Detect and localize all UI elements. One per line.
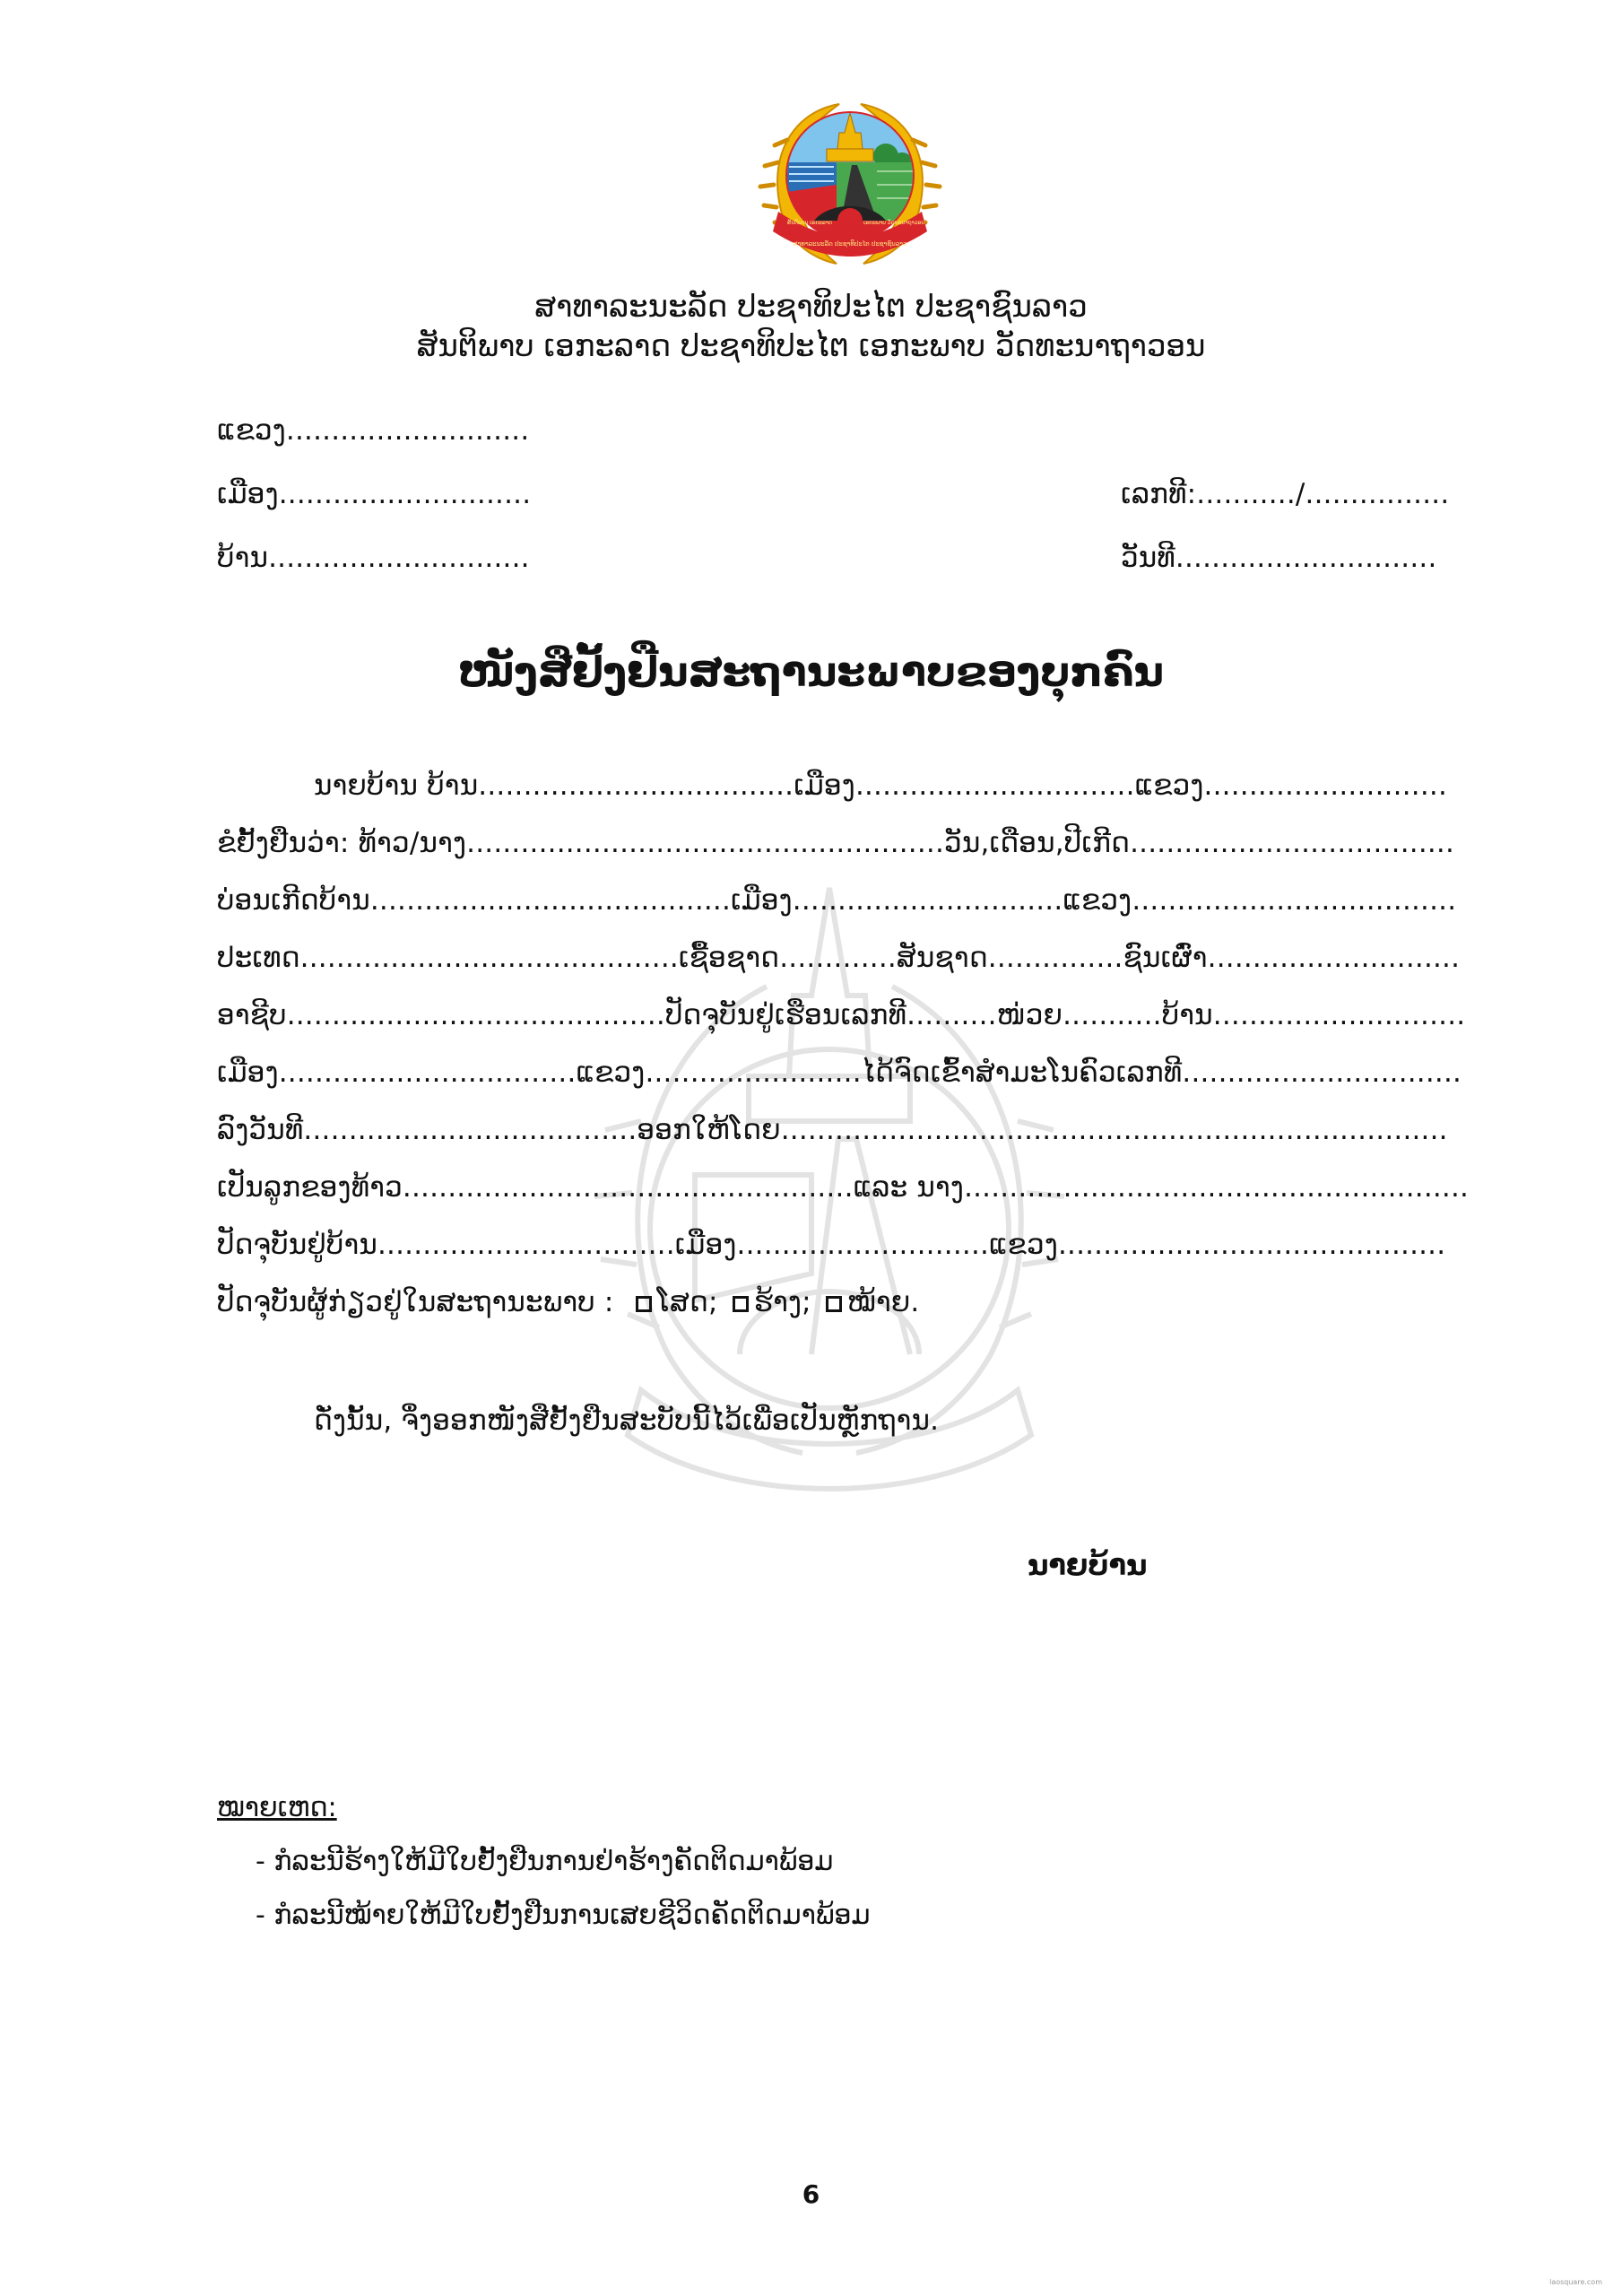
marital-status-label: ປັດຈຸບັນຜູ້ກ່ຽວຢູ່ໃນສະຖານະພາບ : — [217, 1286, 614, 1318]
country-name: ສາທາລະນະລັດ ປະຊາທິປະໄຕ ປະຊາຊົນລາວ — [534, 289, 1088, 325]
notes-heading: ໝາຍເຫດ: — [217, 1792, 337, 1823]
province-field: ແຂວງ........................... — [217, 414, 530, 447]
body-line-census-book: ເມືອງ.................................ແຂວງ........................ໄດ້ຈົດເຂົ້າສຳມະໂນຄົວເລກທີ............................... — [217, 1057, 1462, 1089]
body-line-occupation-address: ອາຊີບ..........................................ປັດຈຸບັນຢູ່ເຮືອນເລກທີ..........ໜ່ວຍ...........ບ້ານ............................ — [217, 999, 1466, 1031]
body-line-parents: ເປັນລູກຂອງທ້າວ..................................................ແລະ ນາງ........................................................ — [217, 1171, 1470, 1204]
body-line-birthplace: ບ່ອນເກີດບ້ານ........................................ເມືອງ..............................ແຂວງ.................................... — [217, 884, 1457, 917]
document-title: ໜັງສືຢັ້ງຢືນສະຖານະພາບຂອງບຸກຄົນ — [457, 648, 1165, 696]
conclusion-text: ດັ່ງນັ້ນ, ຈຶ່ງອອກໜັງສືຢັ້ງຢືນສະບັບນີ້ໄວ້ເພື່ອເປັນຫຼັກຖານ. — [314, 1405, 940, 1437]
signature-title: ນາຍບ້ານ — [1028, 1548, 1148, 1582]
single-option-label: ໂສດ; — [656, 1286, 718, 1318]
source-watermark-text: laosquare.com — [1549, 2278, 1602, 2286]
divorced-checkbox[interactable] — [733, 1296, 749, 1312]
district-field: ເມືອງ............................ — [217, 478, 532, 510]
body-line-village-chief: ນາຍບ້ານ ບ້ານ...................................ເມືອງ...............................ແຂວງ........................... — [314, 770, 1448, 802]
note-item: - ກໍລະນີຮ້າງໃຫ້ມີໃບຢັ້ງຢືນການຢ່າຮ້າງຄັດຕິດມາພ້ອມ — [256, 1846, 834, 1877]
divorced-option-label: ຮ້າງ; — [753, 1286, 811, 1318]
village-field: ບ້ານ............................. — [217, 542, 530, 574]
body-line-nationality: ປະເທດ..........................................ເຊື້ອຊາດ.............ສັນຊາດ...............ຊົນເຜົ່າ............................ — [217, 942, 1461, 974]
body-line-name-birthdate: ຂໍຢັ້ງຢືນວ່າ: ທ້າວ/ນາງ.....................................................ວັນ,ເດືອນ,ປີເກີດ.................................... — [217, 827, 1455, 859]
note-item: - ກໍລະນີໝ້າຍໃຫ້ມີໃບຢັ້ງຢືນການເສຍຊີວິດຄັດຕິດມາພ້ອມ — [256, 1900, 871, 1931]
widowed-option-label: ໝ້າຍ. — [846, 1286, 920, 1318]
page-number: 6 — [802, 2179, 820, 2209]
national-motto: ສັນຕິພາບ ເອກະລາດ ປະຊາທິປະໄຕ ເອກະພາບ ວັດທະນາຖາວອນ — [416, 328, 1206, 364]
emblem-banner-left: ສັນຕິພາບ ເອກະລາດ — [787, 220, 833, 226]
issue-date-field: ວັນທີ............................. — [1121, 542, 1437, 574]
body-line-current-residence: ປັດຈຸບັນຢູ່ບ້ານ.................................ເມືອງ............................ແຂວງ........................................... — [217, 1229, 1446, 1261]
emblem-banner-right: ເອກະພາບ ວັດທະນາຖາວອນ — [863, 220, 925, 226]
emblem-ribbon-text: ສາທາລະນະລັດ ປະຊາທິປະໄຕ ປະຊາຊົນລາວ — [793, 240, 907, 248]
body-line-issued-by: ລົງວັນທີ.....................................ອອກໃຫ້ໂດຍ.......................................................................... — [217, 1114, 1448, 1146]
marital-status-line — [217, 1286, 919, 1318]
single-checkbox[interactable] — [636, 1296, 652, 1312]
reference-number-field: ເລກທີ:.........../................ — [1121, 478, 1450, 510]
widowed-checkbox[interactable] — [826, 1296, 842, 1312]
lao-national-emblem — [751, 86, 949, 279]
